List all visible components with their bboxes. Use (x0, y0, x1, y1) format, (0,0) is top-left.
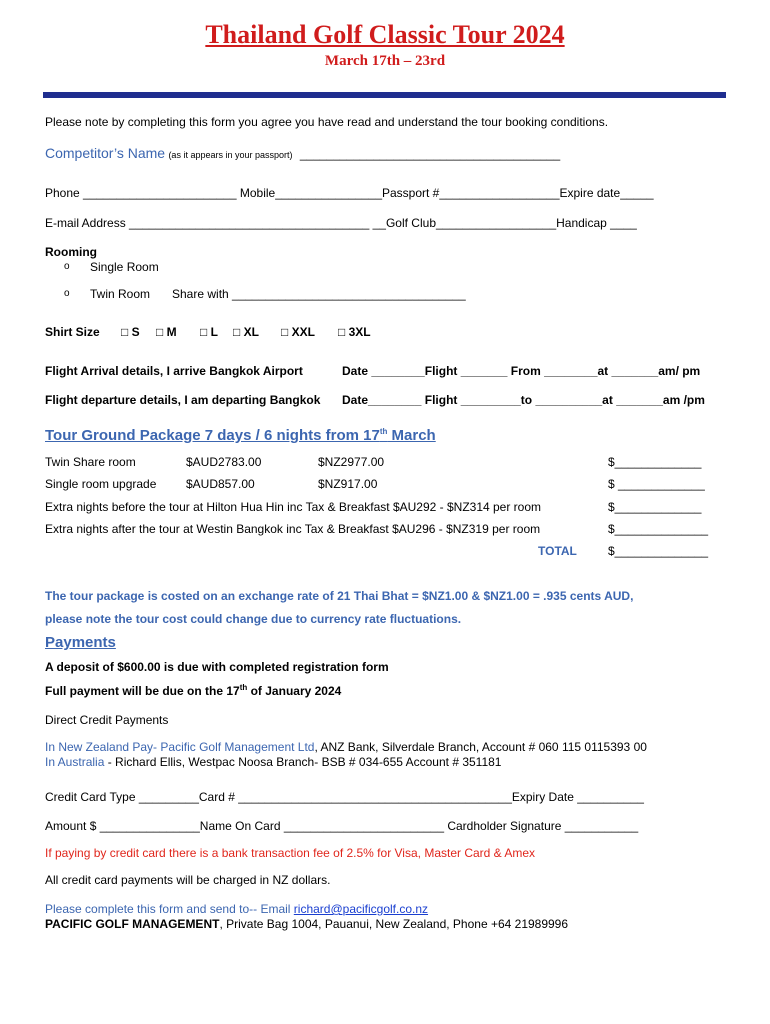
au-bank-label: In Australia (45, 755, 105, 769)
total-amount-field[interactable]: $______________ (608, 544, 709, 558)
email-link[interactable]: richard@pacificgolf.co.nz (293, 902, 429, 916)
twin-room-bullet[interactable]: o (64, 288, 70, 299)
flight-arrival-fields[interactable]: Date ________Flight _______ From ________at _______am/ pm (342, 364, 701, 378)
twin-share-aud: $AUD2783.00 (186, 455, 262, 469)
email-row[interactable]: E-mail Address ____________________________________ __Golf Club__________________Handicap ____ (45, 216, 637, 230)
send-form-line (45, 902, 428, 916)
au-bank-details (45, 755, 501, 769)
full-payment-month: of January 2024 (247, 684, 342, 698)
flight-departure-label: Flight departure details, I am departing Bangkok (45, 393, 321, 407)
extra-nights-after-text: Extra nights after the tour at Westin Bangkok inc Tax & Breakfast $AU296 - $NZ319 per room (45, 522, 541, 536)
full-payment-text: Full payment will be due on the 17 (45, 684, 240, 698)
card-fee-note: If paying by credit card there is a bank transaction fee of 2.5% for Visa, Master Card & Amex (45, 846, 536, 860)
full-payment-sup: th (239, 683, 248, 692)
single-room-option[interactable]: Single Room (90, 260, 159, 274)
phone-row[interactable]: Phone _______________________ Mobile________________Passport #__________________Expire date_____ (45, 186, 654, 200)
extra-nights-after-field[interactable]: $______________ (608, 522, 709, 536)
extra-nights-before-field[interactable]: $_____________ (608, 500, 702, 514)
twin-room-option[interactable]: Twin Room (90, 287, 151, 301)
nz-dollars-note: All credit card payments will be charged in NZ dollars. (45, 873, 331, 887)
tour-package-heading (45, 427, 436, 444)
full-payment-note (45, 683, 341, 698)
tour-package-heading-sup: th (379, 427, 388, 436)
header-divider (43, 92, 726, 98)
tour-package-heading-text: Tour Ground Package 7 days / 6 nights from 17 (45, 427, 380, 444)
single-upgrade-aud: $AUD857.00 (186, 477, 255, 491)
shirt-size-label: Shirt Size (45, 325, 100, 339)
competitor-name-label: Competitor’s Name (45, 145, 166, 161)
direct-credit-label: Direct Credit Payments (45, 713, 169, 727)
competitor-name-row (45, 145, 560, 161)
share-with-field[interactable]: Share with ___________________________________ (172, 287, 466, 301)
extra-nights-before-text: Extra nights before the tour at Hilton Hua Hin inc Tax & Breakfast $AU292 - $NZ314 per room (45, 500, 542, 514)
shirt-size-xl[interactable]: □ XL (233, 325, 259, 339)
single-upgrade-amount-field[interactable]: $ _____________ (608, 477, 705, 491)
shirt-size-s[interactable]: □ S (121, 325, 140, 339)
amount-row[interactable]: Amount $ _______________Name On Card ________________________ Cardholder Signature ___________ (45, 819, 639, 833)
single-room-bullet[interactable]: o (64, 261, 70, 272)
tour-package-heading-month: March (387, 427, 436, 444)
nz-bank-label: In New Zealand Pay- Pacific Golf Management Ltd (45, 740, 315, 754)
nz-bank-account: , ANZ Bank, Silverdale Branch, Account # 060 115 0115393 00 (314, 740, 647, 754)
shirt-size-3xl[interactable]: □ 3XL (338, 325, 371, 339)
total-label: TOTAL (538, 544, 577, 558)
single-upgrade-nzd: $NZ917.00 (318, 477, 378, 491)
exchange-rate-note: The tour package is costed on an exchange rate of 21 Thai Bhat = $NZ1.00 & $NZ1.00 = .935 cents AUD, (45, 589, 634, 603)
single-upgrade-label: Single room upgrade (45, 477, 157, 491)
shirt-size-m[interactable]: □ M (156, 325, 177, 339)
shirt-size-l[interactable]: □ L (200, 325, 218, 339)
nz-bank-details (45, 740, 647, 754)
currency-fluctuation-note: please note the tour cost could change due to currency rate fluctuations. (45, 612, 462, 626)
payments-heading: Payments (45, 634, 116, 651)
competitor-name-note: (as it appears in your passport) (168, 150, 293, 160)
company-address (45, 917, 568, 931)
send-form-text: Please complete this form and send to-- Email (45, 902, 291, 916)
credit-card-row[interactable]: Credit Card Type _________Card # _________________________________________Expiry Date __________ (45, 790, 644, 804)
intro-text: Please note by completing this form you agree you have read and understand the tour booking conditions. (45, 115, 609, 129)
company-name: PACIFIC GOLF MANAGEMENT (45, 917, 220, 931)
au-bank-account: - Richard Ellis, Westpac Noosa Branch- BSB # 034-655 Account # 351181 (104, 755, 502, 769)
twin-share-label: Twin Share room (45, 455, 136, 469)
tour-dates: March 17th – 23rd (324, 53, 446, 69)
deposit-note: A deposit of $600.00 is due with completed registration form (45, 660, 389, 674)
form-title: Thailand Golf Classic Tour 2024 (205, 20, 565, 49)
flight-departure-fields[interactable]: Date________ Flight _________to __________at _______am /pm (342, 393, 705, 407)
twin-share-amount-field[interactable]: $_____________ (608, 455, 702, 469)
flight-arrival-label: Flight Arrival details, I arrive Bangkok Airport (45, 364, 303, 378)
company-address-text: , Private Bag 1004, Pauanui, New Zealand, Phone +64 21989996 (219, 917, 569, 931)
rooming-label: Rooming (45, 245, 97, 259)
competitor-name-field[interactable]: _______________________________________ (299, 147, 561, 161)
twin-share-nzd: $NZ2977.00 (318, 455, 385, 469)
shirt-size-xxl[interactable]: □ XXL (281, 325, 315, 339)
